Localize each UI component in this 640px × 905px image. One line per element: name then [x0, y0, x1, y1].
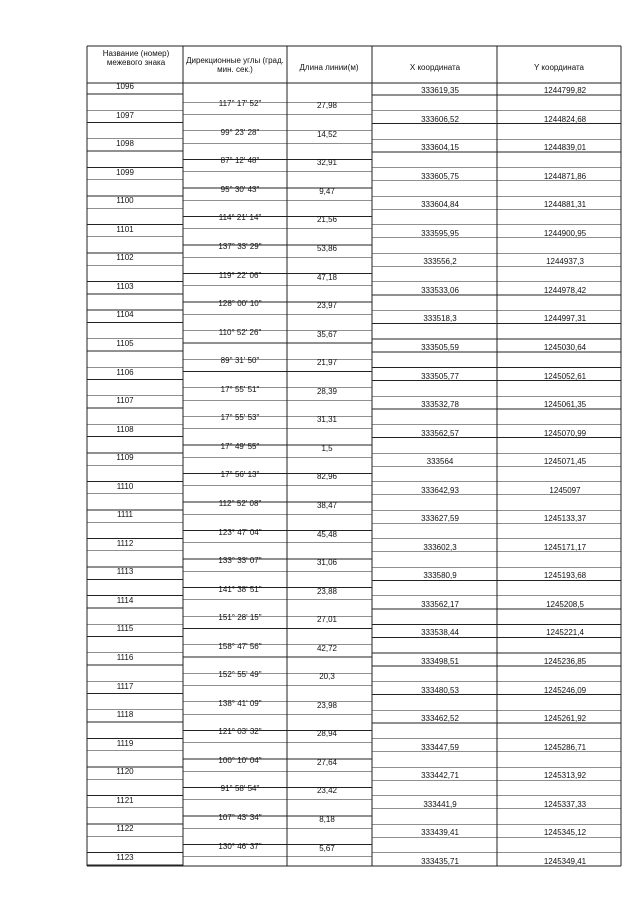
point-x: 333556,2 — [423, 257, 457, 267]
segment-length: 23,88 — [316, 586, 338, 596]
point-name: 1119 — [116, 738, 134, 748]
point-x: 333498,51 — [421, 657, 459, 666]
point-y: 1245345,12 — [543, 828, 587, 838]
segment-angle: 152° 55' 49" — [218, 670, 262, 680]
segment-angle: 141° 38' 51" — [218, 584, 262, 594]
segment-length: 31,06 — [316, 558, 338, 568]
point-x: 333562,57 — [421, 428, 459, 438]
point-name: 1101 — [116, 224, 134, 234]
point-name: 1117 — [116, 681, 134, 691]
point-name: 1110 — [116, 481, 134, 491]
segment-length: 31,31 — [316, 415, 338, 425]
segment-angle: 112° 52' 08" — [218, 498, 262, 508]
segment-angle: 99° 23' 28" — [220, 127, 260, 137]
point-x: 333604,15 — [421, 143, 459, 153]
segment-length: 8,18 — [319, 815, 335, 825]
segment-angle: 91° 58' 54" — [220, 784, 260, 794]
segment-angle: 17° 55' 53" — [220, 413, 260, 423]
point-y: 1245052,61 — [543, 371, 587, 381]
point-y: 1245208,5 — [546, 599, 584, 609]
point-y: 1245193,68 — [543, 571, 587, 581]
point-name: 1098 — [116, 139, 134, 149]
point-name: 1111 — [116, 510, 133, 520]
point-x: 333480,53 — [421, 685, 459, 695]
segment-angle: 158° 47' 56" — [218, 641, 262, 651]
point-y: 1245313,92 — [543, 771, 587, 781]
point-x: 333518,3 — [423, 314, 457, 324]
point-x: 333439,41 — [421, 828, 459, 838]
point-x: 333532,78 — [421, 400, 459, 410]
segment-angle: 130° 46' 37" — [218, 841, 262, 851]
point-name: 1099 — [116, 167, 134, 177]
point-y: 1244839,01 — [543, 143, 587, 153]
point-name: 1102 — [116, 253, 134, 263]
segment-length: 27,64 — [316, 757, 338, 767]
point-name: 1123 — [116, 852, 134, 862]
point-y: 1245261,92 — [543, 714, 587, 724]
point-y: 1244881,31 — [543, 200, 587, 210]
point-x: 333505,59 — [421, 342, 459, 352]
segment-length: 9,47 — [319, 186, 335, 196]
segment-angle: 107° 43' 34" — [218, 813, 262, 823]
point-y: 1244937,3 — [546, 257, 584, 267]
point-y: 1245246,09 — [543, 685, 587, 695]
segment-angle: 114° 21' 14" — [218, 213, 262, 223]
point-name: 1116 — [116, 653, 134, 662]
point-name: 1097 — [116, 110, 134, 120]
point-y: 1244900,95 — [543, 228, 587, 238]
point-y: 1244799,82 — [543, 86, 587, 95]
segment-length: 42,72 — [316, 643, 338, 653]
point-y: 1245337,33 — [543, 799, 587, 809]
segment-length: 28,94 — [316, 729, 338, 739]
segment-angle: 121° 03' 32" — [218, 727, 262, 737]
point-y: 1244871,86 — [543, 171, 587, 181]
point-x: 333627,59 — [421, 514, 459, 524]
point-name: 1105 — [116, 338, 134, 348]
point-x: 333538,44 — [421, 628, 459, 638]
segment-angle: 95° 30' 43" — [220, 184, 260, 194]
segment-length: 27,01 — [316, 615, 338, 625]
segment-length: 45,48 — [316, 529, 338, 539]
point-y: 1245286,71 — [543, 742, 587, 752]
point-y: 1245221,4 — [546, 628, 584, 638]
header-y: Y координата — [533, 63, 585, 72]
segment-length: 38,47 — [316, 500, 338, 510]
segment-length: 1,5 — [321, 443, 333, 453]
point-y: 1244824,68 — [543, 114, 587, 124]
segment-angle: 87° 12' 48" — [220, 156, 260, 166]
point-y: 1245070,99 — [543, 428, 587, 438]
point-y: 1245349,41 — [543, 856, 587, 866]
header-name: Название (номер) межевого знака — [102, 49, 170, 67]
header-length: Длина линии(м) — [299, 63, 359, 72]
point-y: 1245236,85 — [543, 657, 587, 666]
segment-length: 53,86 — [316, 244, 338, 254]
point-y: 1245030,64 — [543, 342, 587, 352]
point-name: 1122 — [116, 824, 134, 834]
point-name: 1114 — [116, 595, 134, 605]
point-x: 333462,52 — [421, 714, 459, 724]
point-name: 1106 — [116, 367, 134, 377]
point-x: 333642,93 — [421, 485, 459, 495]
point-name: 1103 — [116, 281, 134, 291]
segment-length: 32,91 — [316, 158, 338, 168]
point-x: 333505,77 — [421, 371, 459, 381]
point-x: 333533,06 — [421, 285, 459, 295]
segment-angle: 100° 10' 04" — [218, 755, 262, 765]
segment-length: 20,3 — [319, 672, 335, 682]
segment-length: 5,67 — [319, 843, 335, 853]
point-x: 333595,95 — [421, 228, 459, 238]
segment-length: 27,98 — [316, 101, 338, 111]
segment-angle: 138° 41' 09" — [218, 698, 262, 708]
segment-length: 82,96 — [316, 472, 338, 482]
point-x: 333606,52 — [421, 114, 459, 124]
point-y: 1245097 — [549, 485, 581, 495]
point-x: 333605,75 — [421, 171, 459, 181]
point-name: 1108 — [116, 424, 134, 434]
segment-angle: 137° 33' 29" — [218, 242, 262, 252]
point-y: 1244978,42 — [543, 285, 587, 295]
point-y: 1245061,35 — [543, 400, 587, 410]
segment-angle: 17° 49' 55" — [220, 441, 260, 451]
point-x: 333602,3 — [423, 542, 457, 552]
segment-length: 14,52 — [316, 129, 338, 139]
segment-length: 47,18 — [316, 272, 338, 282]
point-x: 333441,9 — [423, 799, 457, 809]
point-y: 1245171,17 — [543, 542, 587, 552]
point-x: 333619,35 — [421, 86, 459, 95]
segment-length: 23,98 — [316, 700, 338, 710]
point-x: 333604,84 — [421, 200, 459, 210]
point-x: 333442,71 — [421, 771, 459, 781]
point-name: 1109 — [116, 453, 134, 463]
segment-length: 35,67 — [316, 329, 338, 339]
segment-length: 23,97 — [316, 301, 338, 311]
header-angle: Дирекционные углы (град. мин. сек.) — [186, 56, 284, 74]
point-name: 1121 — [116, 795, 134, 805]
point-y: 1245133,37 — [543, 514, 587, 524]
segment-angle: 128° 00' 10" — [218, 299, 262, 309]
segment-angle: 119° 22' 06" — [218, 270, 262, 280]
point-name: 1115 — [116, 624, 134, 634]
point-y: 1244997,31 — [543, 314, 587, 324]
point-name: 1096 — [116, 82, 134, 91]
point-x: 333580,9 — [423, 571, 457, 581]
point-x: 333435,71 — [421, 856, 459, 866]
point-name: 1107 — [116, 396, 134, 406]
point-name: 1100 — [116, 196, 134, 206]
point-name: 1118 — [116, 710, 134, 720]
segment-angle: 17° 55' 51" — [220, 384, 260, 394]
point-name: 1113 — [116, 567, 134, 577]
segment-angle: 133° 33' 07" — [218, 556, 262, 566]
segment-length: 21,97 — [316, 358, 338, 368]
point-x: 333447,59 — [421, 742, 459, 752]
segment-angle: 17° 56' 13" — [220, 470, 260, 480]
segment-length: 28,39 — [316, 386, 338, 396]
point-x: 333562,17 — [421, 599, 459, 609]
point-name: 1120 — [116, 767, 134, 777]
point-x: 333564 — [426, 457, 454, 467]
segment-angle: 117° 17' 52" — [218, 99, 262, 109]
segment-length: 23,42 — [316, 786, 338, 796]
segment-length: 21,56 — [316, 215, 338, 225]
segment-angle: 123° 47' 04" — [218, 527, 262, 537]
segment-angle: 151° 28' 15" — [218, 613, 262, 623]
segment-angle: 89° 31' 50" — [220, 356, 260, 366]
segment-angle: 110° 52' 26" — [218, 327, 262, 337]
point-name: 1112 — [116, 538, 134, 548]
point-name: 1104 — [116, 310, 134, 320]
point-y: 1245071,45 — [543, 457, 587, 467]
header-x: X координата — [409, 63, 461, 72]
